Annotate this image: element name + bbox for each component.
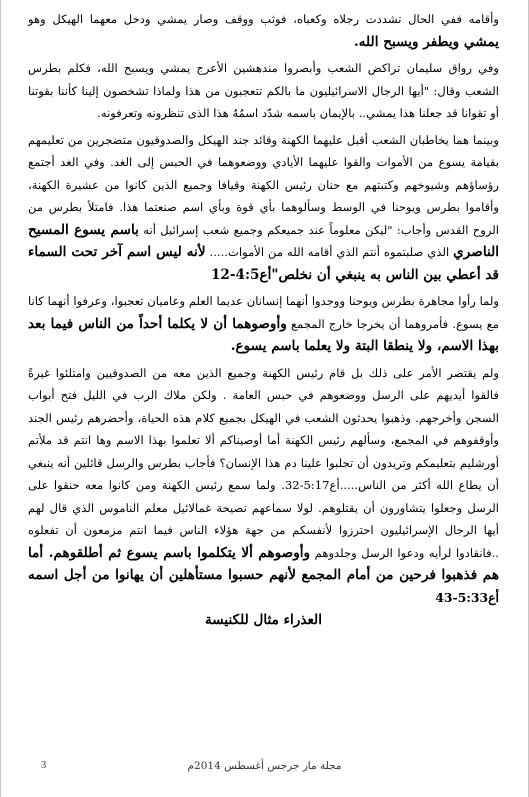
- closing-heading: العذراء مثال للكنيسة: [205, 612, 322, 628]
- publication-name: مجلة مار جرجس أغسطس 2014م: [187, 760, 342, 772]
- paragraph-3-bold-verse-2: بين الناس به ينبغي أن نخلص: [278, 266, 447, 283]
- paragraph-1-bold: يمشي ويطفر ويسبح الله.: [354, 33, 499, 50]
- verse-reference-2: أع5:17-32: [284, 478, 340, 492]
- paragraph-4-bold: وأوصوهما أن لا يكلما أحداً من الناس فيما بعد بهذا الاسم، ولا ينطقا البتة ولا يعلما باسم يسوع.: [28, 315, 499, 354]
- paragraph-3-text-2: الذي صلبتموه أنتم الذي أقامه الله من الأموات.....: [205, 245, 454, 259]
- page-footer: [1, 760, 528, 776]
- verse-reference-1: "أع4:5-12: [210, 266, 279, 283]
- verse-reference-3: أع5:33-43: [435, 589, 499, 605]
- paragraph-3: [28, 129, 499, 287]
- paragraph-5-bold: وأوصوهم ألا يتكلموا باسم يسوع ثم أطلقوهم. أما هم فذهبوا فرحين من أمام المجمع لأنهم حسبوا مستأهلين أن يهانوا من أجل اسمه: [28, 544, 499, 583]
- paragraph-2: وفي رواق سليمان تراكض الشعب وأبصروا مندهشين الأعرج يمشي ويسبح الله، فكلم بطرس الشعب وقال: "أيها الرجال الاسرائيليون ما بالكم تتعجبون من هذا ولماذا تشخصون إلينا كأننا بقوتنا أو تقوانا قد جعلنا هذا يمشي.. بالإيمان باسمه شدّد اسمُهُ هذا الذى تنظرونه وتعرفونه.: [28, 61, 499, 120]
- paragraph-1-text: وأقامه ففي الحال تشددت رجلاه وكعباه، فوثب ووقف وصار يمشي ودخل معهما الهيكل وهو: [28, 12, 499, 26]
- paragraph-3-bold-verse: لأنه ليس اسم آخر تحت السماء قد أعطي: [28, 244, 499, 283]
- paragraph-3-bold-name: باسم يسوع المسيح الناصري: [28, 221, 499, 260]
- paragraph-4: [28, 290, 499, 358]
- paragraph-5-text: ولم يقتصر الأمر على ذلك بل قام رئيس الكهنة وجميع الذين معه من الصدوقيين وامتلئوا غيرةً فالقوا أيديهم على الرسل ووضعوهم في حبس العامة . ولكن ملاك الرب في الليل فتح أبواب السجن وأخرجهم. وذهبوا يحدثون الشعب في الهيكل بجميع كلام هذه الحياة، وأحضرهم رئيس الجند وأوقفوهم في المجمع، وسألهم رئيس الكهنة أما أوصيناكم ألا تعلموا بهذا الاسم وها انتم قد ملأتم أورشليم بتعليمكم وتريدون أن تجلبوا علينا دم هذا الإنسان؟ فأجاب بطرس والرسل قائلين أنه ينبغي أن يطاع الله أكثر من الناس.....: [28, 365, 499, 492]
- paragraph-3-text: وبينما هما يخاطبان الشعب أقبل عليهما الكهنة وقائد جند الهيكل والصدوقيون متضجرين من تعليمهم بقيامة يسوع من الأموات والقوا عليهما الأيادي ووضعوهما في الحبس إلى الغد. وفي الغد أجتمع رؤساؤهم وشيوخهم وكتبتهم مع حنان رئيس الكهنة وقيافا وجميع الذين كانوا من عشيرة الكهنة، وأقاموا بطرس ويوحنا في الوسط وسألوهما بأي قوة وبأي اسم صنعتما هذا. فامتلأ بطرس من الروح القدس وأجاب: "ليكن معلوماً عند جميعكم وجميع شعب إسرائيل أنه: [28, 132, 499, 237]
- paragraph-4-text: ولما رأوا مجاهرة بطرس ويوحنا ووجدوا أنهما إنسانان عديما العلم وعاميان تعجبوا، وعرفوا أنهما كانا مع يسوع. فأمروهما أن يخرجا خارج المجمع: [28, 294, 499, 331]
- article-body: [28, 8, 499, 636]
- paragraph-5: [28, 362, 499, 632]
- paragraph-1: [28, 8, 499, 53]
- page-number: 3: [41, 760, 47, 771]
- paragraph-5-text-2: . ولما سمع رئيس الكهنة ومن كانوا معه حنقوا على الرسل وجعلوا يتشاورون أن يقتلوهم. لولا سماعهم نصيحة غمالائيل معلم الناموس الذي قال لهم أيها الرجال الإسرائيليون احترزوا لأنفسكم من جهة هؤلاء الناس فيما انتم مزمعون أن تفعلوه ..فانقادوا لرأيه ودعوا الرسل وجلدوهم: [28, 478, 499, 560]
